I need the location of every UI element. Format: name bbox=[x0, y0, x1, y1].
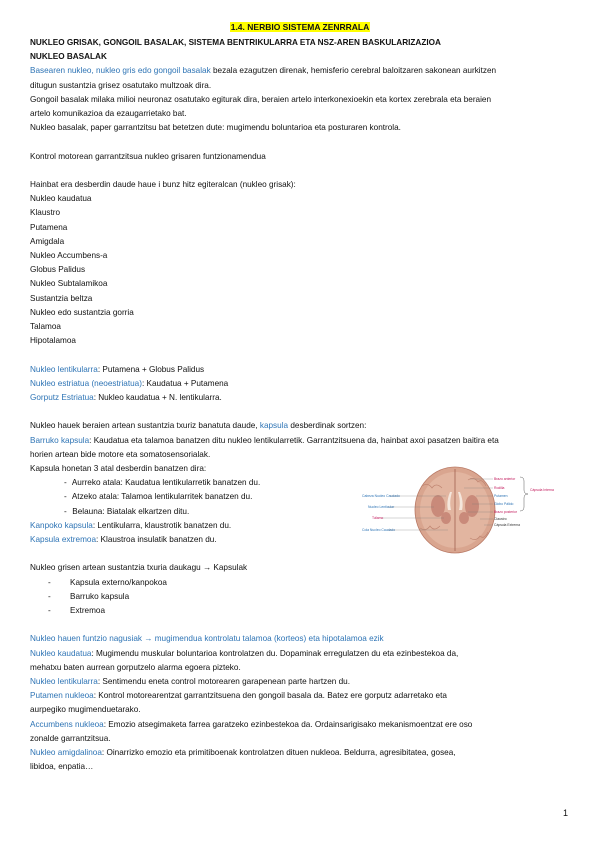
kapsulak-item-text: Extremoa bbox=[70, 606, 106, 616]
function-term: Putamen nukleoa bbox=[30, 691, 94, 701]
label-cabeza-caudado: Cabeza Nucleo Caudado bbox=[362, 494, 400, 498]
heading-main: NUKLEO GRISAK, GONGOIL BASALAK, SISTEMA BENTRIKULARRA ETA NSZ-AREN BASKULARIZAZIOA bbox=[30, 38, 441, 47]
extremoa-term: Kapsula extremoa bbox=[30, 535, 96, 545]
nucleus-item: Putamena bbox=[30, 222, 68, 232]
intro-text: bezala ezagutzen direnak, hemisferio cerebral baloitzaren sakonean aurkitzen bbox=[210, 66, 497, 76]
group-desc: : Kaudatua + Putamena bbox=[141, 378, 229, 388]
extremoa-text: : Klaustroa insulatik banatzen du. bbox=[96, 535, 217, 545]
nucleus-item: Nukleo edo sustantzia gorria bbox=[30, 307, 134, 317]
function-item-line2: libidoa, enpatia… bbox=[30, 762, 94, 772]
function-term: Nukleo kaudatua bbox=[30, 648, 92, 658]
barruko-text: : Kaudatua eta talamoa banatzen ditu nukleo lentikularretik. Garrantzitsuena da, hainbat axoi pasatzen baitira eta bbox=[89, 435, 499, 445]
nucleus-item: Nukleo Accumbens-a bbox=[30, 251, 108, 261]
heading-nukleo-basalak: NUKLEO BASALAK bbox=[30, 52, 107, 62]
nucleus-item: Globus Palidus bbox=[30, 265, 86, 275]
barruko-line2: horien artean bide motore eta somatosensorialak. bbox=[30, 449, 211, 459]
function-item-line2: mehatxu baten aurrean gorputzelo alarma egoera pizteko. bbox=[30, 662, 241, 672]
page-title bbox=[0, 22, 600, 32]
barruko-part: - Belauna: Biatalak elkartzen ditu. bbox=[64, 506, 190, 516]
barruko-part: - Aurreko atala: Kaudatua lentikularretik banatzen du. bbox=[64, 478, 261, 488]
label-brazo-posterior: Brazo posterior bbox=[494, 510, 517, 514]
page-number: 1 bbox=[562, 808, 568, 818]
nucleus-item: Klaustro bbox=[30, 208, 61, 218]
intro-paragraph-1-line2: ditugun sustantzia grisez osatutako multzoak dira. bbox=[30, 80, 212, 90]
function-term: Accumbens nukleoa bbox=[30, 719, 104, 729]
barruko-term: Barruko kapsula bbox=[30, 435, 90, 445]
kapsula-intro-pre: Nukleo hauek beraien artean sustantzia txuriz banatuta daude, bbox=[30, 421, 260, 431]
intro-paragraph-2: Gongoil basalak milaka milioi neuronaz osatutako egiturak dira, beraien artelo interkonexioekin eta kortex zerebrala eta beraien bbox=[30, 94, 492, 104]
label-rodilla: Rodilla bbox=[494, 486, 505, 490]
label-talamo: Tálamo bbox=[372, 516, 384, 520]
intro-paragraph-2-line2: artelo komunikazioa da ezaugarrietako bat. bbox=[30, 109, 187, 119]
kanpoko-text: : Lentikularra, klaustrotik banatzen du. bbox=[92, 520, 232, 530]
kapsulak-item: - Kapsula externo/kanpokoa bbox=[48, 577, 167, 587]
functions-heading: Nukleo hauen funtzio nagusiak → mugimendua kontrolatu talamoa (korteos) eta hipotalamoa ezik bbox=[30, 634, 384, 644]
brain-figure-svg bbox=[360, 466, 560, 554]
kapsula-term: kapsula bbox=[259, 421, 289, 431]
kanpoko-term: Kanpoko kapsula bbox=[30, 520, 93, 530]
group-estriatua bbox=[30, 377, 550, 391]
barruko-line3: Kapsula honetan 3 atal desberdin banatzen dira: bbox=[30, 464, 207, 474]
brain-section-figure bbox=[360, 466, 560, 554]
group-lentikularra bbox=[30, 363, 550, 377]
function-item-line2: zonalde garrantzitsua. bbox=[30, 733, 111, 743]
function-item bbox=[30, 746, 550, 760]
label-putamen: Putamen bbox=[494, 494, 508, 498]
group-desc: : Nukleo kaudatua + N. lentikularra. bbox=[93, 393, 222, 403]
intro-paragraph-3: Nukleo basalak, paper garrantzitsu bat betetzen dute: mugimendu boluntarioa eta posturaren kontrola. bbox=[30, 123, 401, 133]
group-term: Nukleo estriatua (neoestriatua) bbox=[30, 378, 142, 388]
kapsula-intro-post: desberdinak sortzen: bbox=[288, 421, 367, 431]
barruko-part-text: Aurreko atala: Kaudatua lentikularretik banatzen du. bbox=[71, 478, 261, 488]
function-item bbox=[30, 675, 550, 689]
kapsulak-item: - Barruko kapsula bbox=[48, 591, 130, 601]
nucleus-item: Hipotalamoa bbox=[30, 336, 76, 346]
barruko-part-text: Belauna: Biatalak elkartzen ditu. bbox=[72, 506, 190, 516]
label-claustro: Claustro bbox=[494, 517, 507, 521]
function-text: : Kontrol motorearentzat garrantzitsuena den gongoil basala da. Batez ere gorputz adarretako eta bbox=[93, 691, 447, 701]
title-highlight: 1.4. NERBIO SISTEMA ZENRRALA bbox=[230, 22, 370, 32]
thalamus-right bbox=[459, 512, 469, 524]
barruko-kapsula bbox=[30, 434, 550, 448]
label-capsula-extrema: Cápsula Extrema bbox=[494, 523, 521, 527]
group-term: Gorputz Estriatua bbox=[30, 393, 94, 403]
kapsulak-item-text: Kapsula externo/kanpokoa bbox=[70, 577, 167, 587]
kapsulak-item: - Extremoa bbox=[48, 606, 106, 616]
nucleus-item: Sustantzia beltza bbox=[30, 293, 93, 303]
kapsulak-item-text: Barruko kapsula bbox=[70, 591, 130, 601]
function-item bbox=[30, 718, 550, 732]
function-item bbox=[30, 689, 550, 703]
label-globo-palido: Globo Pálido bbox=[494, 502, 514, 506]
motor-control-line: Kontrol motorean garrantzitsua nukleo grisaren funtzionamendua bbox=[30, 151, 266, 161]
nucleus-item: Amigdala bbox=[30, 236, 65, 246]
document-body bbox=[30, 36, 550, 774]
function-term: Nukleo lentikularra bbox=[30, 677, 98, 687]
nucleus-item: Talamoa bbox=[30, 322, 61, 332]
label-brazo-anterior: Brazo anterior bbox=[494, 477, 516, 481]
function-text: : Oinarrizko emozio eta primitiboenak kontrolatzen dituen nukleoa. Beldurra, agresibitatea, gosea, bbox=[101, 748, 456, 758]
label-capsula-interna: Cápsula Interna bbox=[530, 488, 554, 492]
barruko-part-text: Atzeko atala: Talamoa lentikularritek banatzen du. bbox=[71, 492, 253, 502]
group-term: Nukleo lentikularra bbox=[30, 364, 98, 374]
function-item-line2: aurpegiko mugimenduetarako. bbox=[30, 705, 141, 715]
label-cola-caudado: Cola Nucleo Caudado bbox=[362, 528, 396, 532]
function-term: Nukleo amigdalinoa bbox=[30, 748, 102, 758]
nucleus-item: Nukleo Subtalamikoa bbox=[30, 279, 108, 289]
nuclei-list-intro: Hainbat era desberdin daude haue i bunz hitz egiteralcan (nukleo grisak): bbox=[30, 180, 296, 189]
function-text: : Mugimendu muskular boluntarioa kontrolatzen du. Dopaminak erregulatzen du eta ezinbestekoa da, bbox=[91, 648, 459, 658]
intro-paragraph-1 bbox=[30, 64, 550, 78]
function-text: : Emozio atsegimaketa farrea garatzeko ezinbestekoa da. Ordainsarigisako mekanismoentzat ere oso bbox=[103, 719, 473, 729]
group-desc: : Putamena + Globus Palidus bbox=[97, 364, 205, 374]
function-text: : Sentimendu eneta control motorearen garapenean parte hartzen du. bbox=[97, 677, 350, 687]
intro-term: Basearen nukleo, nukleo gris edo gongoil basalak bbox=[30, 66, 211, 76]
txuria-line: Nukleo grisen artean sustantzia txuria daukagu → Kapsulak bbox=[30, 563, 248, 573]
nucleus-item: Nukleo kaudatua bbox=[30, 194, 92, 204]
group-gorputz-estriatua bbox=[30, 391, 550, 405]
kapsula-intro bbox=[30, 419, 550, 433]
barruko-part: - Atzeko atala: Talamoa lentikularritek banatzen du. bbox=[64, 492, 253, 502]
function-item bbox=[30, 647, 550, 661]
label-nucleo-lenticular: Nucleo Lenticular bbox=[368, 505, 395, 509]
